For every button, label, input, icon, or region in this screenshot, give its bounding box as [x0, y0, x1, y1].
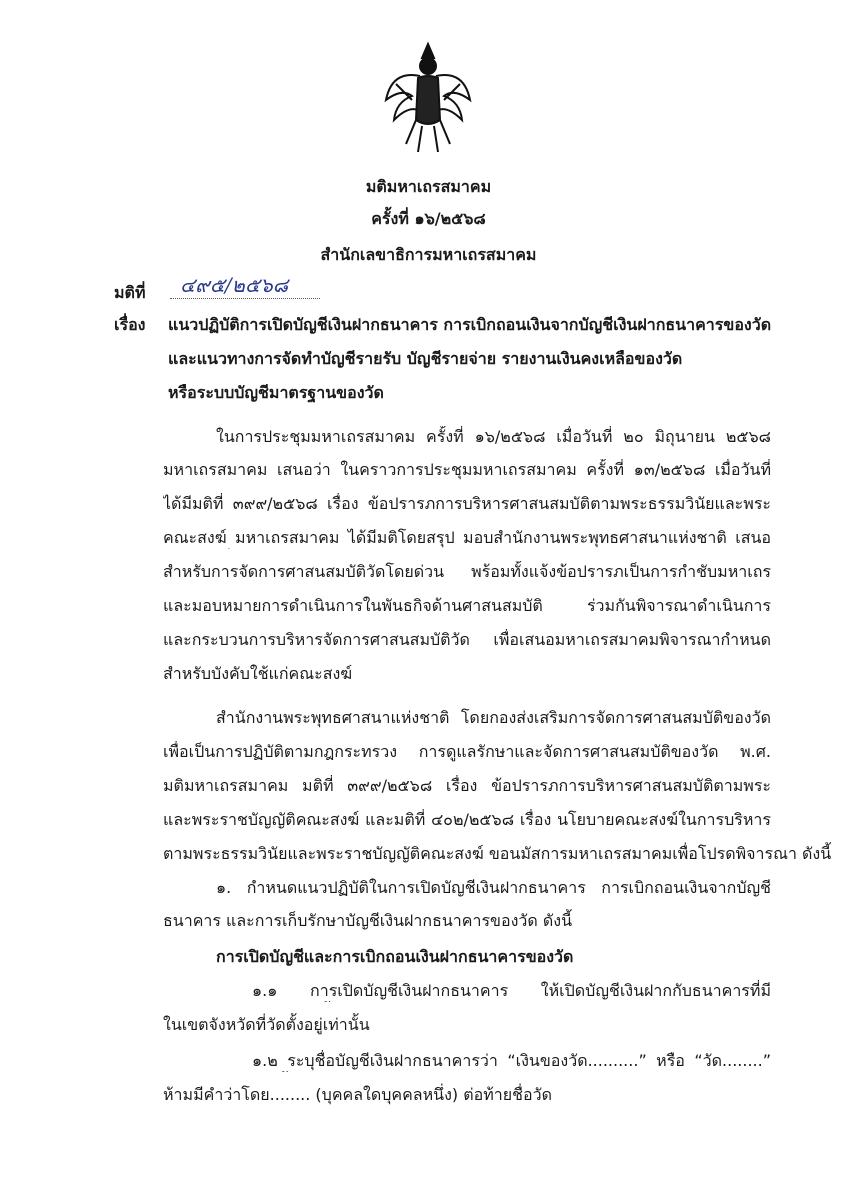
para1-line: คณะสงฆ์ มหาเถรสมาคม ได้มีมติโดยสรุป มอบสำนักงานพระพุทธศาสนาแห่งชาติ เสนอ — [163, 528, 771, 547]
doc-session: ครั้งที่ ๑๖/๒๕๖๘ — [371, 209, 486, 228]
para2-line: ตามพระธรรมวินัยและพระราชบัญญัติคณะสงฆ์ ขอนมัสการมหาเถรสมาคมเพื่อโปรดพิจารณา ดังนี้ — [163, 844, 832, 863]
para1-line: และกระบวนการบริหารจัดการศาสนสมบัติวัด เพื่อเสนอมหาเถรสมาคมพิจารณากำหนด — [163, 630, 771, 649]
para2-line: สำนักงานพระพุทธศาสนาแห่งชาติ โดยกองส่งเสริมการจัดการศาสนสมบัติของวัด — [216, 708, 771, 727]
para1-line: สำหรับบังคับใช้แก่คณะสงฆ์ — [163, 664, 353, 683]
item1-1-line: ในเขตจังหวัดที่วัดตั้งอยู่เท่านั้น — [163, 1015, 370, 1034]
para2-line: เพื่อเป็นการปฏิบัติตามกฎกระทรวง การดูแลรักษาและจัดการศาสนสมบัติของวัด พ.ศ. — [163, 742, 771, 761]
para2-line: และพระราชบัญญัติคณะสงฆ์ และมติที่ ๔๐๒/๒๕๖๘ เรื่อง นโยบายคณะสงฆ์ในการบริหาร — [163, 810, 771, 829]
para1-line: สำหรับการจัดการศาสนสมบัติวัดโดยด่วน พร้อมทั้งแจ้งข้อปรารภเป็นการกำชับมหาเถร — [163, 562, 771, 581]
para2-line: มติมหาเถรสมาคม มติที่ ๓๙๙/๒๕๖๘ เรื่อง ข้อปรารภการบริหารศาสนสมบัติตามพระ — [163, 776, 771, 795]
para1-line: และมอบหมายการดำเนินการในพันธกิจด้านศาสนสมบัติ ร่วมกันพิจารณาดำเนินการ — [163, 596, 771, 615]
subject-line: และแนวทางการจัดทำบัญชีรายรับ บัญชีรายจ่าย รายงานเงินคงเหลือของวัด — [168, 349, 683, 368]
item1-line: ๑. กำหนดแนวปฏิบัติในการเปิดบัญชีเงินฝากธนาคาร การเบิกถอนเงินจากบัญชี — [216, 878, 771, 897]
resolution-number: ๔๙๕/๒๕๖๘ — [180, 273, 289, 297]
resolution-number-line — [170, 298, 320, 299]
para1-line: ในการประชุมมหาเถรสมาคม ครั้งที่ ๑๖/๒๕๖๘ เมื่อวันที่ ๒๐ มิถุนายน ๒๕๖๘ — [216, 427, 771, 446]
section-heading: การเปิดบัญชีและการเบิกถอนเงินฝากธนาคารของวัด — [216, 947, 574, 966]
subject-label: เรื่อง — [114, 315, 146, 334]
para1-line: มหาเถรสมาคม เสนอว่า ในคราวการประชุมมหาเถรสมาคม ครั้งที่ ๑๓/๒๕๖๘ เมื่อวันที่ — [163, 460, 771, 479]
item1-line: ธนาคาร และการเก็บรักษาบัญชีเงินฝากธนาคารของวัด ดังนี้ — [163, 911, 572, 930]
para1-line: ได้มีมติที่ ๓๙๙/๒๕๖๘ เรื่อง ข้อปรารภการบริหารศาสนสมบัติตามพระธรรมวินัยและพระ — [163, 494, 771, 513]
resolution-label: มติที่ — [114, 283, 146, 302]
item1-1-line: ๑.๑ การเปิดบัญชีเงินฝากธนาคาร ให้เปิดบัญชีเงินฝากกับธนาคารที่มี — [252, 981, 771, 1000]
doc-office: สำนักเลขาธิการมหาเถรสมาคม — [320, 245, 537, 264]
subject-line: แนวปฏิบัติการเปิดบัญชีเงินฝากธนาคาร การเบิกถอนเงินจากบัญชีเงินฝากธนาคารของวัด — [168, 315, 772, 334]
garuda-emblem-icon — [382, 40, 474, 158]
doc-org-title: มติมหาเถรสมาคม — [365, 177, 492, 196]
item1-2-line: ห้ามมีคำว่าโดย........ (บุคคลใดบุคคลหนึ่ง) ต่อท้ายชื่อวัด — [163, 1085, 552, 1104]
item1-2-line: ๑.๒ ระบุชื่อบัญชีเงินฝากธนาคารว่า “เงินของวัด..........” หรือ “วัด........” — [252, 1051, 771, 1070]
subject-line: หรือระบบบัญชีมาตรฐานของวัด — [168, 383, 384, 402]
